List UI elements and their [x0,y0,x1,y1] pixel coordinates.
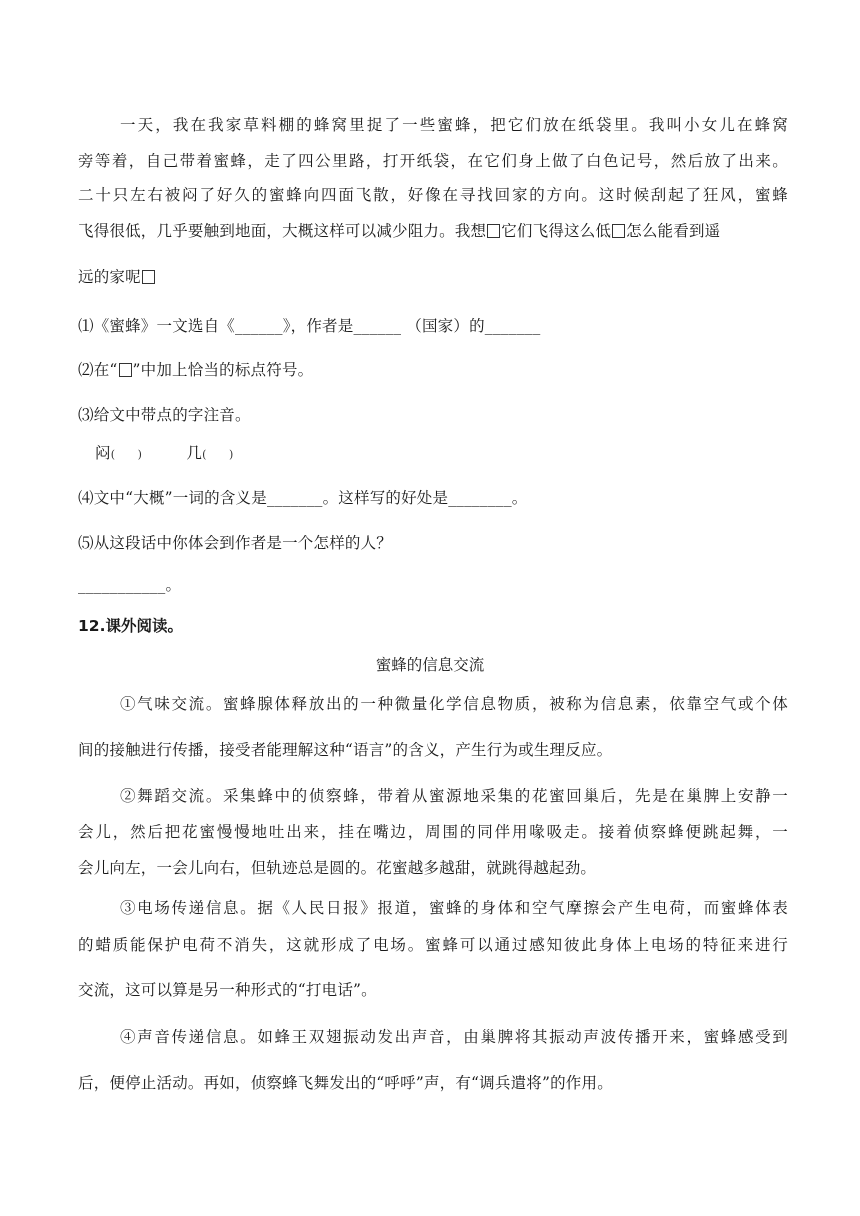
question-3-pinyin-row [95,441,805,463]
paragraph-4-line-1 [120,1025,788,1047]
paragraph-text: 交流，这可以算是另一种形式的“打电话”。 [78,981,377,999]
question-text: ⑵在“ [78,361,118,379]
passage-text: 了好久的蜜蜂向四面飞散，好像在寻找回家的方向。这时候刮起了狂风，蜜蜂 [197,186,788,204]
paragraph-3-line-1 [120,896,788,918]
paragraph-text: 会儿向左，一会儿向右，但轨迹总是圆的。花蜜越多越甜，就跳得越起劲。 [78,859,597,877]
passage-line-1 [120,113,788,135]
paragraph-text: 间的接触进行传播，接受者能理解这种“语言”的含义，产生行为或生理反应。 [78,741,613,759]
paragraph-2-line-1 [120,784,788,806]
passage-text: 怎么能看到遥 [626,222,721,240]
question-5 [78,531,788,553]
pinyin-char-ji: 几 [186,441,202,463]
question-4 [78,486,788,508]
question-text: ⑴《蜜蜂》一文选自《______》，作者是______ （国家）的_______ [78,317,541,335]
paragraph-1-line-2 [78,738,788,760]
paragraph-3-line-2 [78,933,788,955]
answer-blank[interactable]: ___________。 [78,576,182,594]
question-text: ⑶给文中带点的字注音。 [78,406,251,424]
question-text: ⑷文中“大概”一词的含义是_______。这样写的好处是________。 [78,489,528,507]
passage-line-2 [78,149,788,171]
article-title: 蜜蜂的信息交流 [375,656,485,674]
passage-line-4 [78,219,788,241]
question-5-answer-line[interactable] [78,573,788,595]
punctuation-box-symbol [119,363,132,377]
pinyin-answer-blank[interactable]: ( ) [202,448,234,461]
paragraph-text: ①气味交流。蜜蜂腺体释放出的一种微量化学信息物质，被称为信息素，依靠空气或个体 [120,695,788,713]
paragraph-text: 后，便停止活动。再如，侦察蜂飞舞发出的“呼呼”声，有“调兵遣将”的作用。 [78,1074,613,1092]
question-1 [78,314,788,336]
paragraph-3-line-3 [78,978,788,1000]
passage-line-5 [78,265,788,287]
passage-text: 它们飞得这么低 [501,222,612,240]
paragraph-text: 会儿，然后把花蜜慢慢地吐出来，挂在嘴边，周围的同伴用喙吸走。接着侦察蜂便跳起舞，一 [78,823,788,841]
paragraph-text: ④声音传递信息。如蜂王双翅振动发出声音，由巢脾将其振动声波传播开来，蜜蜂感受到 [120,1028,788,1046]
passage-text: 飞得很低， [78,222,157,240]
section-heading: 12.课外阅读。 [78,617,183,635]
dotted-char-ji: 几 [157,219,173,241]
dotted-char-men: 闷 [182,183,198,205]
paragraph-text: ②舞蹈交流。采集蜂中的侦察蜂，带着从蜜源地采集的花蜜回巢后，先是在巢脾上安静一 [120,787,788,805]
passage-text: 一天，我在我家草料棚的蜂窝里捉了一些蜜蜂，把它们放在纸袋里。我叫小女儿在蜂窝 [120,116,788,134]
question-text: ⑸从这段话中你体会到作者是一个怎样的人？ [78,534,393,552]
pinyin-char-men: 闷 [95,441,111,463]
paragraph-text: ③电场传递信息。据《人民日报》报道，蜜蜂的身体和空气摩擦会产生电荷，而蜜蜂体表 [120,899,788,917]
passage-text: 远的家呢 [78,268,141,286]
question-2 [78,358,788,380]
paragraph-1-line-1 [120,692,788,714]
punctuation-blank-box[interactable] [487,224,500,238]
paragraph-text: 的蜡质能保护电荷不消失，这就形成了电场。蜜蜂可以通过感知彼此身体上电场的特征来进行 [78,936,788,954]
punctuation-blank-box[interactable] [612,224,625,238]
paragraph-2-line-2 [78,820,788,842]
pinyin-answer-blank[interactable]: ( ) [110,448,143,461]
question-3 [78,403,788,425]
paragraph-4-line-2 [78,1071,788,1093]
paragraph-2-line-3 [78,856,788,878]
passage-text: 旁等着，自己带着蜜蜂，走了四公里路，打开纸袋，在它们身上做了白色记号，然后放了出来。 [78,152,788,170]
punctuation-blank-box[interactable] [142,270,155,284]
passage-line-3 [78,183,788,205]
passage-text: 二十只左右被 [78,186,183,204]
question-text: ”中加上恰当的标点符号。 [132,361,314,379]
passage-text: 乎要触到地面，大概这样可以减少阻力。我想 [172,222,487,240]
